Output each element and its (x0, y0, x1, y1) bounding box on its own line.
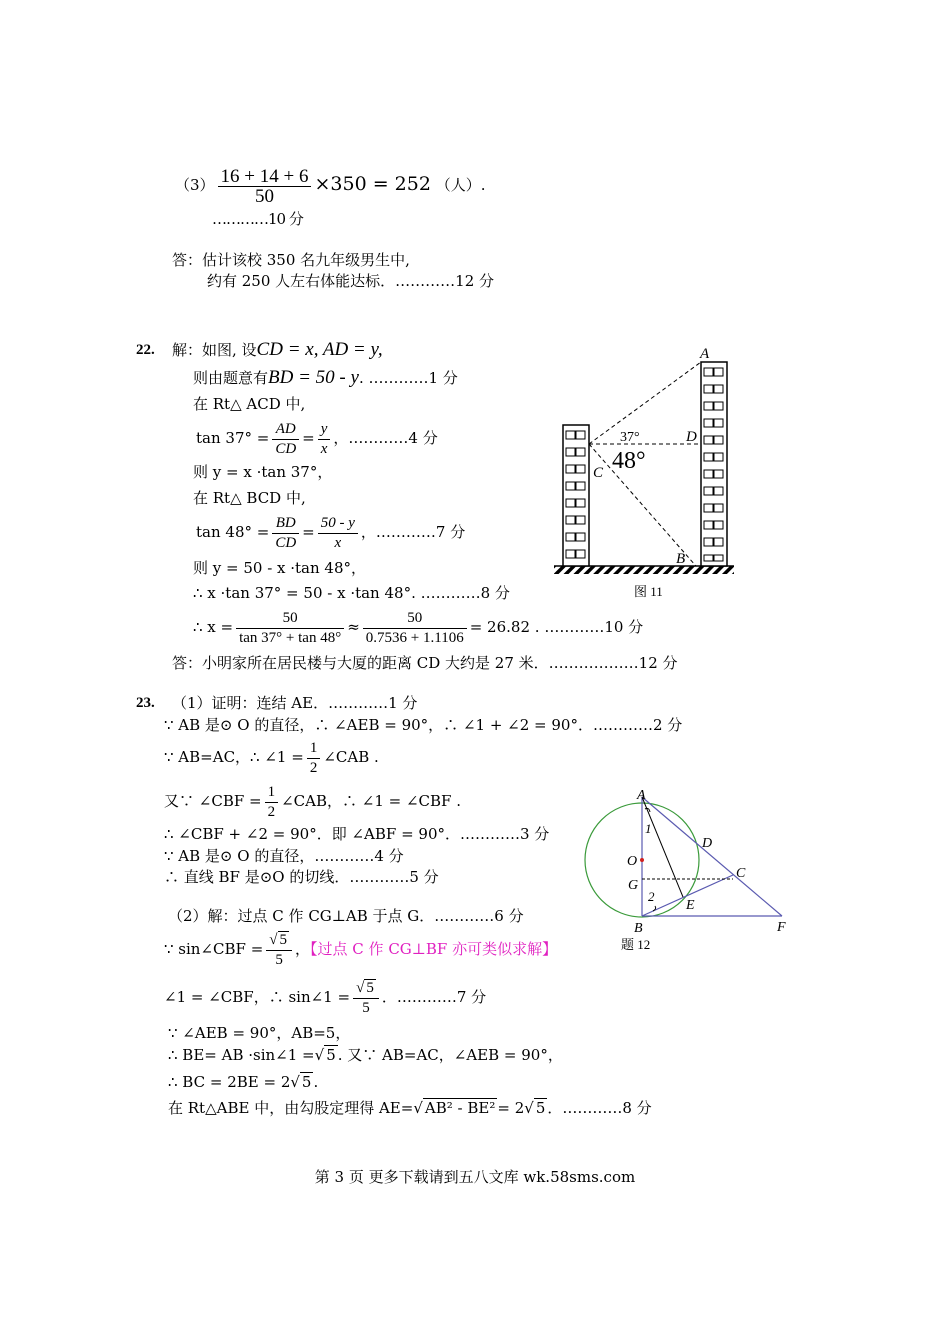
q23-line1: （1）证明：连结 AE．…………1 分 (172, 694, 418, 712)
q22-figure (550, 340, 740, 602)
label-B: B (676, 551, 686, 567)
q23-line6: ∵ AB 是⊙ O 的直径，…………4 分 (164, 847, 404, 865)
q22-answer: 答：小明家所在居民楼与大厦的距离 CD 大约是 27 米．………………12 分 (172, 654, 678, 672)
q21-answer-line1: 答：估计该校 350 名九年级男生中, (172, 251, 410, 269)
label-D: D (702, 836, 713, 851)
label-F: F (777, 920, 786, 935)
q21-calc (175, 162, 486, 207)
q23-figure (575, 785, 795, 955)
q23-line10: ∠1 = ∠CBF，∴ sin∠1 = $\frac{√ 5}{5}$ ．…………7 分 (164, 979, 487, 1016)
label-E: E (686, 898, 695, 913)
q22-number: 22. (136, 342, 155, 358)
q23-line14: 在 Rt△ABE 中，由勾股定理得 AE=√ AB² - BE² = 2√ 5 ．…………8 分 (168, 1099, 652, 1117)
q23-line12: ∴ BE= AB ·sin∠1 =√ 5 . 又∵ AB=AC，∠AEB = 90°， (168, 1046, 563, 1064)
q22-line10: ∴ x = $\frac{50}{\tan 37^\circ + \tan 48^\circ}$ ≈ $\frac{50}{0.7536 + 1.1106}$ = 26.82 . …………10 分 (193, 609, 644, 646)
q21-unit: （人）. (435, 176, 486, 194)
q23-line4: 又∵ ∠CBF = $\frac{1}{2}$ ∠CAB，∴ ∠1 = ∠CBF . (164, 783, 461, 820)
q21-answer-line2: 约有 250 人左右体能达标．…………12 分 (207, 272, 495, 290)
center-o (640, 858, 644, 862)
segment-ae (642, 797, 683, 897)
angle-48: 48° (612, 448, 646, 474)
q23-line9: ∵ sin∠CBF = $\frac{√ 5}{5}$ ，【过点 C 作 CG⊥BF 亦可类似求解】 (164, 931, 558, 968)
q23-line3: ∵ AB=AC，∴ ∠1 = $\frac{1}{2}$ ∠CAB . (164, 739, 379, 776)
figure-12-caption: 题 12 (621, 937, 651, 952)
q23-line13: ∴ BC = 2BE = 2√ 5 . (168, 1073, 319, 1091)
label-C: C (593, 465, 604, 481)
q21-score: …………10 分 (212, 210, 303, 228)
segment-af (642, 797, 782, 916)
q23-line2: ∵ AB 是⊙ O 的直径，∴ ∠AEB = 90°，∴ ∠1 + ∠2 = 90°．…………2 分 (164, 716, 683, 734)
line-ca (589, 362, 701, 444)
label-A: A (637, 788, 646, 803)
label-2: 2 (648, 889, 655, 904)
right-building (701, 362, 727, 566)
q22-line7: tan 48° = $\frac{BD}{CD}$ = $\frac{50 - y}{x}$ ，…………7 分 (196, 514, 466, 551)
angle-37: 37° (620, 430, 640, 445)
q22-line3: 在 Rt△ ACD 中, (193, 395, 306, 413)
q22-line8: 则 y = 50 - x ·tan 48°， (193, 559, 367, 577)
label-G: G (628, 878, 639, 893)
q22-line1: 解：如图, 设CD = x, AD = y, (172, 339, 383, 360)
q23-note: 【过点 C 作 CG⊥BF 亦可类似求解】 (310, 940, 558, 958)
ground-hatch (554, 566, 734, 574)
q22-line2: 则由题意有BD = 50 - y. …………1 分 (193, 367, 458, 388)
q22-line9: ∴ x ·tan 37° = 50 - x ·tan 48°. …………8 分 (193, 584, 510, 602)
label-O: O (627, 854, 638, 869)
left-building (563, 425, 589, 566)
q22-line5: 则 y = x ·tan 37°， (193, 463, 333, 481)
q22-line4: tan 37° = $\frac{AD}{CD}$ = $\frac{y}{x}$ ，…………4 分 (196, 420, 438, 457)
q23-line11: ∵ ∠AEB = 90°，AB=5， (168, 1024, 351, 1042)
q23-number: 23. (136, 695, 155, 711)
label-B: B (634, 921, 643, 936)
label-D: D (686, 429, 697, 445)
figure-11-caption: 图 11 (634, 584, 663, 599)
q23-line8: （2）解：过点 C 作 CG⊥AB 于点 G．…………6 分 (168, 907, 524, 925)
q23-line5: ∴ ∠CBF + ∠2 = 90°．即 ∠ABF = 90°．…………3 分 (164, 825, 550, 843)
label-1: 1 (645, 821, 652, 836)
label-A: A (700, 346, 710, 362)
q22-line6: 在 Rt△ BCD 中, (193, 489, 306, 507)
q21-result: ×350 = 252 (314, 173, 431, 195)
q23-line7: ∴ 直线 BF 是⊙O 的切线．…………5 分 (164, 868, 439, 886)
q21-label: （3） (175, 176, 215, 194)
page-footer: 第 3 页 更多下载请到五八文库 wk.58sms.com (314, 1168, 636, 1186)
q21-fraction: $\frac{16 + 14 + 6}{50}$ (218, 167, 312, 206)
label-C: C (736, 866, 746, 881)
